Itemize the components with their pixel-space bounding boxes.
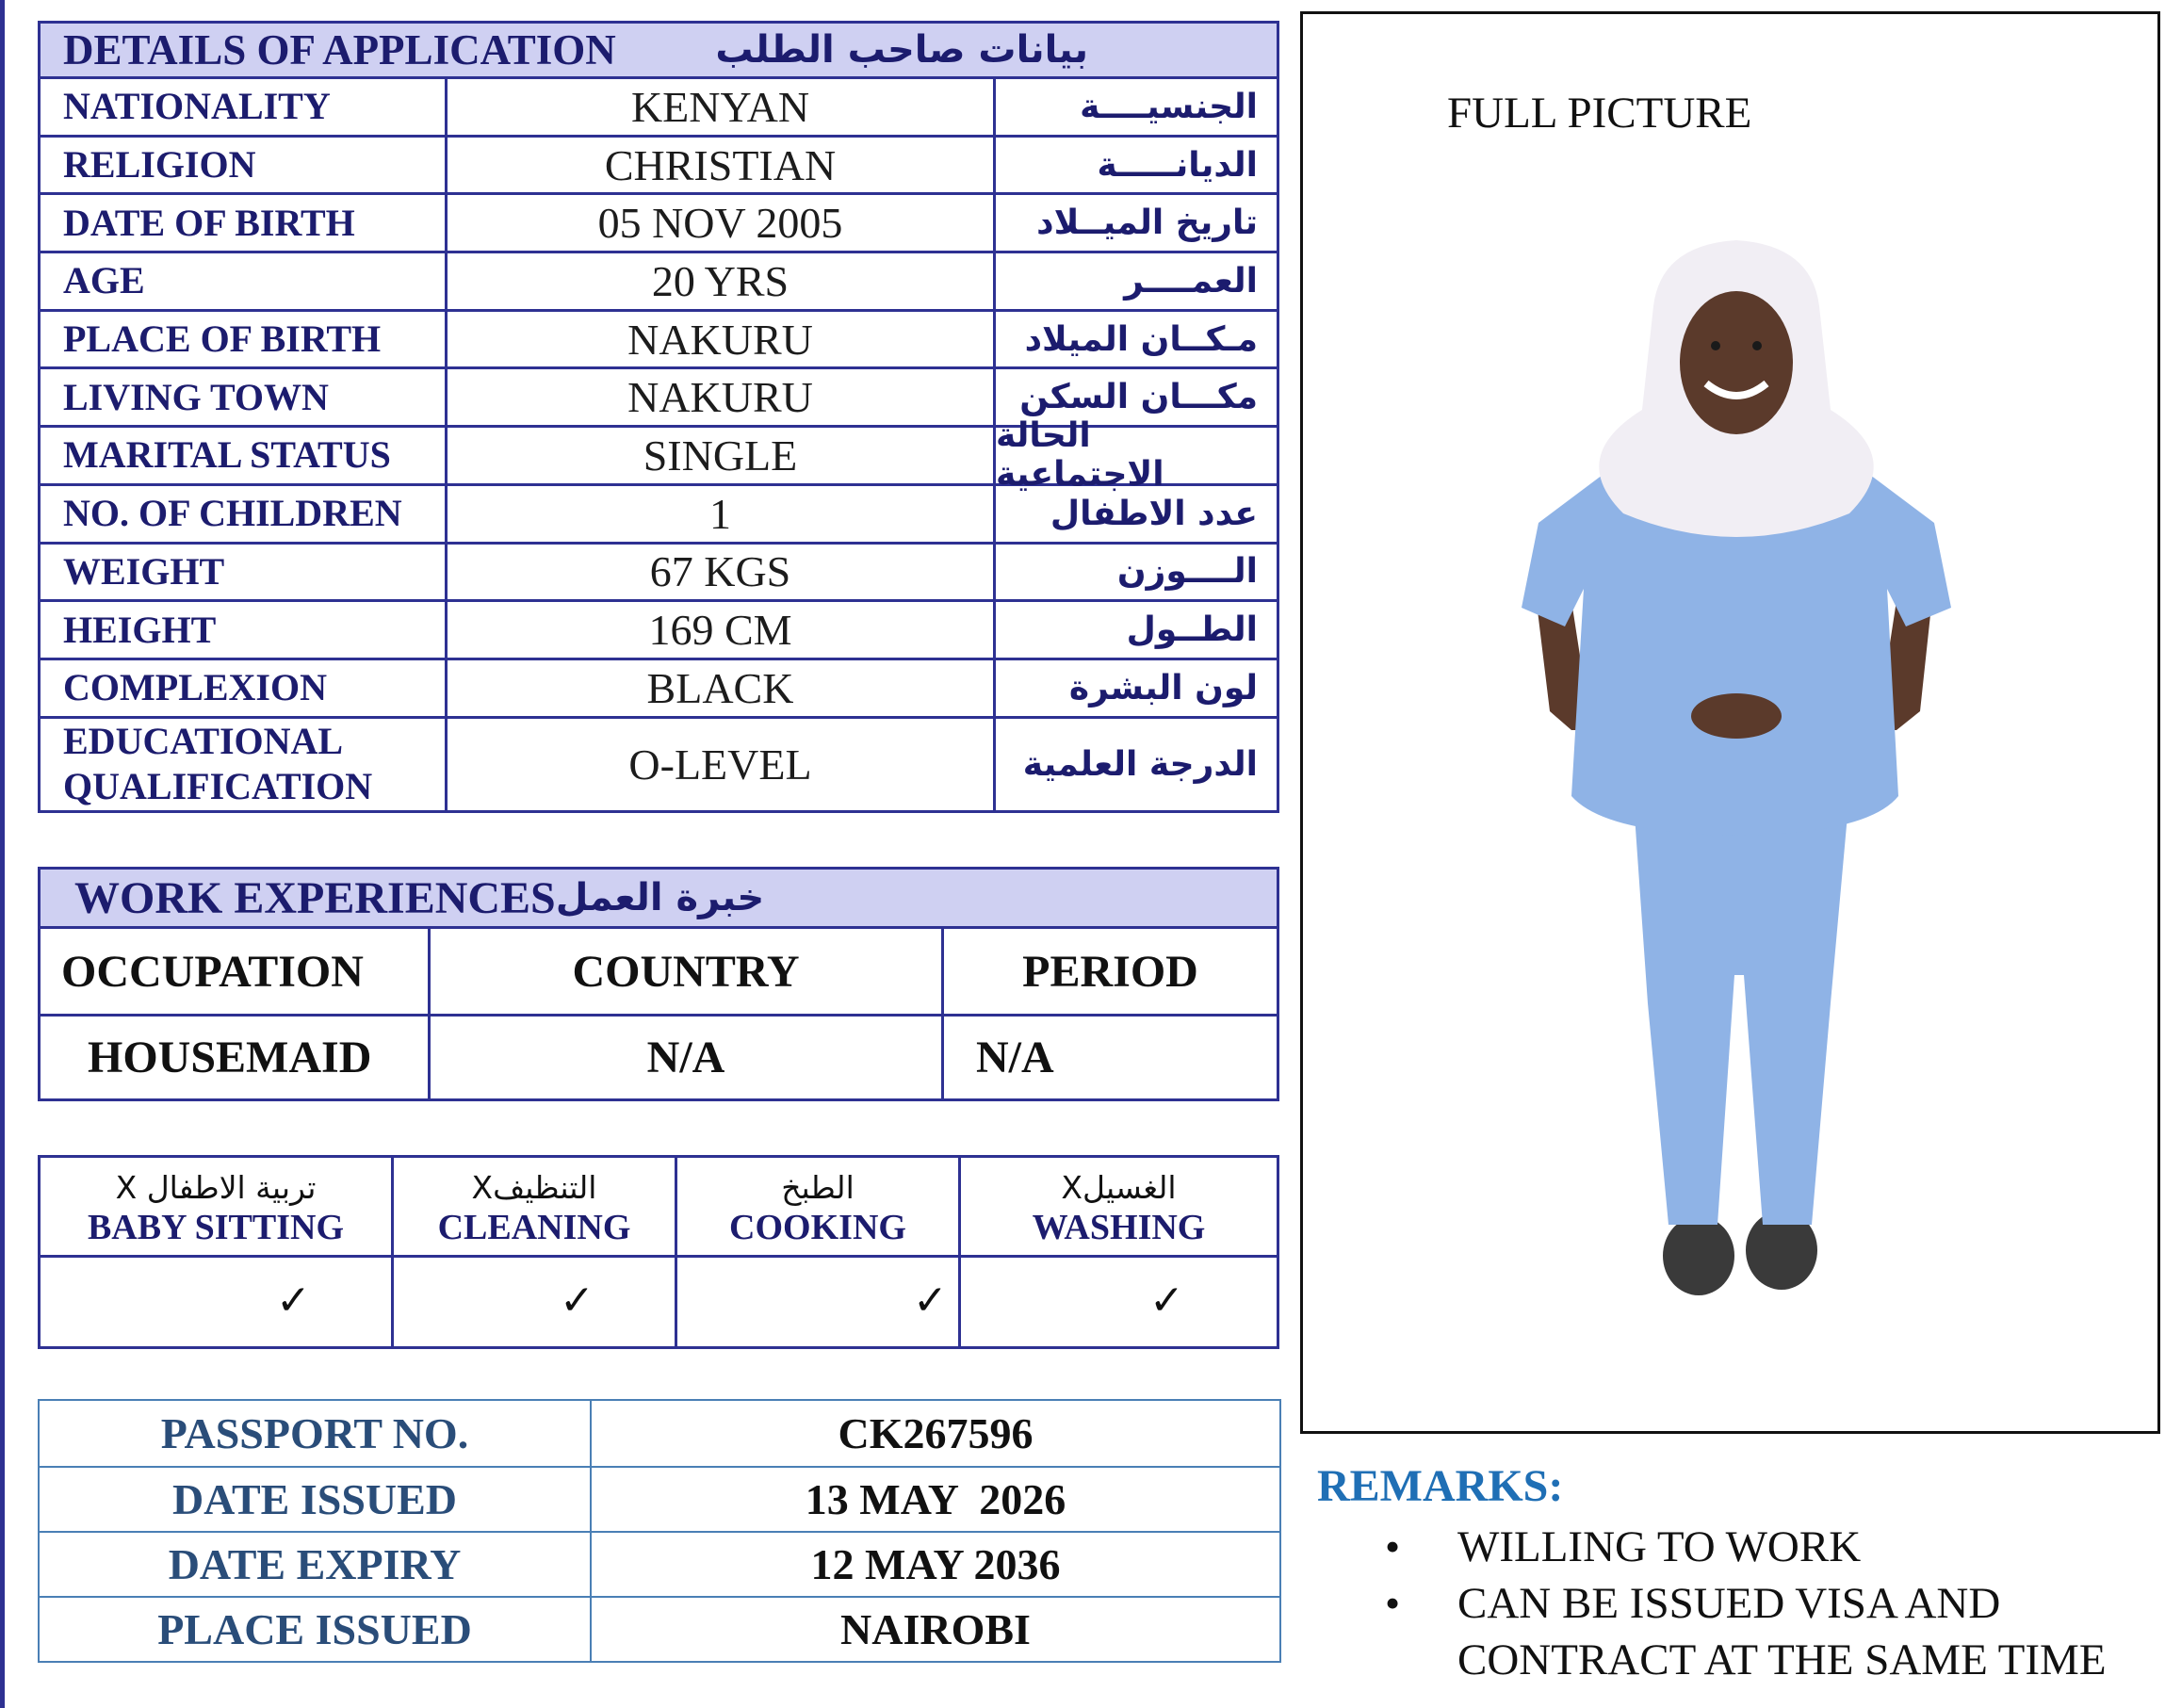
- left-border-rule: [0, 0, 5, 1708]
- work-occupation: HOUSEMAID: [41, 1017, 431, 1098]
- value-children: 1: [448, 486, 996, 542]
- row-children: [41, 486, 1277, 545]
- label-children: NO. OF CHILDREN: [41, 486, 448, 542]
- row-weight: [41, 545, 1277, 603]
- passport-table: [38, 1399, 1281, 1663]
- work-column-headers: [41, 929, 1277, 1014]
- label-passport-no: PASSPORT NO.: [40, 1401, 592, 1466]
- row-passport-no: [40, 1401, 1279, 1466]
- label-marital-status-arabic: الحالة الاجتماعية: [996, 416, 1164, 495]
- skills-table: [38, 1155, 1279, 1349]
- label-living-town: LIVING TOWN: [41, 369, 448, 425]
- skill-baby-sitting: [41, 1158, 394, 1255]
- work-row: [41, 1014, 1277, 1098]
- label-nationality: NATIONALITY: [41, 79, 448, 135]
- value-education: O-LEVEL: [448, 719, 996, 810]
- remark-item: • WILLING TO WORK: [1385, 1519, 2157, 1575]
- skill-washing-label: WASHING: [1032, 1208, 1206, 1247]
- checkmark-icon: ✓: [1149, 1277, 1184, 1325]
- checkmark-icon: ✓: [913, 1277, 948, 1325]
- details-table: [38, 21, 1279, 813]
- checkmark-icon: ✓: [560, 1277, 594, 1325]
- skill-cleaning: [394, 1158, 677, 1255]
- clasped-hands: [1691, 693, 1782, 739]
- value-living-town: NAKURU: [448, 369, 996, 425]
- label-weight-arabic: الــــوزن: [1116, 552, 1258, 592]
- label-place-of-birth-arabic: مـكــان الميلاد: [1024, 319, 1258, 359]
- full-picture-box: [1300, 11, 2160, 1434]
- value-height: 169 CM: [448, 602, 996, 658]
- remarks-title: REMARKS:: [1317, 1461, 1564, 1511]
- label-religion-arabic: الديانـــــة: [1097, 145, 1258, 185]
- work-period: N/A: [976, 1033, 1054, 1082]
- trousers: [1635, 815, 1848, 1225]
- check-cell-cleaning: [394, 1258, 677, 1346]
- row-marital-status: [41, 416, 1277, 495]
- row-date-of-birth: [41, 195, 1277, 253]
- right-eye: [1752, 341, 1762, 350]
- label-weight: WEIGHT: [41, 545, 448, 600]
- label-age-arabic: العمــــر: [1124, 261, 1258, 301]
- label-complexion-arabic: لون البشرة: [1068, 668, 1258, 708]
- header-occupation: OCCUPATION: [41, 929, 431, 1014]
- value-weight: 67 KGS: [448, 545, 996, 600]
- skill-baby-sitting-label: BABY SITTING: [87, 1208, 345, 1247]
- check-cell-baby-sitting: [41, 1258, 394, 1346]
- skill-cleaning-label: CLEANING: [437, 1208, 631, 1247]
- value-nationality: KENYAN: [448, 79, 996, 135]
- label-age: AGE: [41, 253, 448, 309]
- value-passport-no: CK267596: [838, 1409, 1034, 1457]
- label-religion: RELIGION: [41, 138, 448, 193]
- work-country: N/A: [431, 1017, 944, 1098]
- label-date-expiry: DATE EXPIRY: [40, 1533, 592, 1596]
- header-period: PERIOD: [1022, 946, 1198, 997]
- work-header: [41, 870, 1277, 929]
- label-date-of-birth-arabic: تاريخ الميــلاد: [1036, 203, 1258, 243]
- label-nationality-arabic: الجنسيــــة: [1080, 87, 1258, 126]
- header-country: COUNTRY: [431, 929, 944, 1014]
- row-nationality: [41, 79, 1277, 138]
- left-shoe: [1663, 1216, 1734, 1295]
- skill-cooking-arabic: الطبخ: [781, 1169, 855, 1206]
- skills-check-row: [41, 1258, 1277, 1346]
- label-education-arabic: الدرجة العلمية: [1022, 744, 1258, 784]
- label-height: HEIGHT: [41, 602, 448, 658]
- value-date-of-birth: 05 NOV 2005: [448, 195, 996, 251]
- label-living-town-arabic: مكـــان السكن: [1019, 378, 1258, 417]
- label-children-arabic: عدد الاطفال: [1050, 494, 1258, 533]
- left-eye: [1711, 341, 1720, 350]
- work-title: WORK EXPERIENCES: [74, 872, 556, 923]
- skill-washing-arabic: Xالغسيل: [1061, 1169, 1177, 1206]
- row-place-of-birth: [41, 312, 1277, 370]
- value-marital-status: SINGLE: [448, 428, 996, 483]
- skills-header-row: [41, 1158, 1277, 1258]
- value-complexion: BLACK: [448, 660, 996, 716]
- label-education: EDUCATIONAL QUALIFICATION: [41, 719, 448, 810]
- value-date-issued: 13 MAY 2026: [805, 1475, 1066, 1523]
- skill-baby-sitting-arabic: X تربية الاطفال: [115, 1169, 317, 1206]
- row-place-issued: [40, 1596, 1279, 1661]
- work-title-arabic: خبرة العمل: [555, 876, 765, 919]
- remark-item: • CAN BE ISSUED VISA AND CONTRACT AT THE SAME TIME: [1385, 1575, 2157, 1688]
- row-date-expiry: [40, 1531, 1279, 1596]
- skill-cooking: [677, 1158, 961, 1255]
- details-title-arabic: بيانات صاحب الطلب: [715, 28, 1088, 72]
- applicant-full-photo: [1303, 14, 2163, 1437]
- label-complexion: COMPLEXION: [41, 660, 448, 716]
- value-religion: CHRISTIAN: [448, 138, 996, 193]
- skill-cooking-label: COOKING: [729, 1208, 906, 1247]
- details-header: [41, 24, 1277, 79]
- checkmark-icon: ✓: [276, 1277, 311, 1325]
- label-date-issued: DATE ISSUED: [40, 1468, 592, 1531]
- row-age: [41, 253, 1277, 312]
- value-age: 20 YRS: [448, 253, 996, 309]
- details-title: DETAILS OF APPLICATION: [63, 26, 616, 73]
- work-experience-table: [38, 867, 1279, 1101]
- label-marital-status: MARITAL STATUS: [41, 428, 448, 483]
- skill-washing: [961, 1158, 1277, 1255]
- value-date-expiry: 12 MAY 2036: [810, 1540, 1061, 1588]
- row-complexion: [41, 660, 1277, 719]
- face: [1680, 291, 1793, 434]
- row-date-issued: [40, 1466, 1279, 1531]
- label-height-arabic: الطــول: [1126, 610, 1258, 650]
- full-picture-label: FULL PICTURE: [1447, 89, 1752, 138]
- skill-cleaning-arabic: Xالتنظيف: [471, 1169, 597, 1206]
- row-religion: [41, 138, 1277, 196]
- remarks-list: [1385, 1519, 2157, 1688]
- check-cell-cooking: [677, 1258, 961, 1346]
- label-place-issued: PLACE ISSUED: [40, 1598, 592, 1661]
- label-date-of-birth: DATE OF BIRTH: [41, 195, 448, 251]
- check-cell-washing: [961, 1258, 1277, 1346]
- row-education: [41, 719, 1277, 810]
- value-place-of-birth: NAKURU: [448, 312, 996, 367]
- label-place-of-birth: PLACE OF BIRTH: [41, 312, 448, 367]
- row-height: [41, 602, 1277, 660]
- value-place-issued: NAIROBI: [840, 1605, 1031, 1653]
